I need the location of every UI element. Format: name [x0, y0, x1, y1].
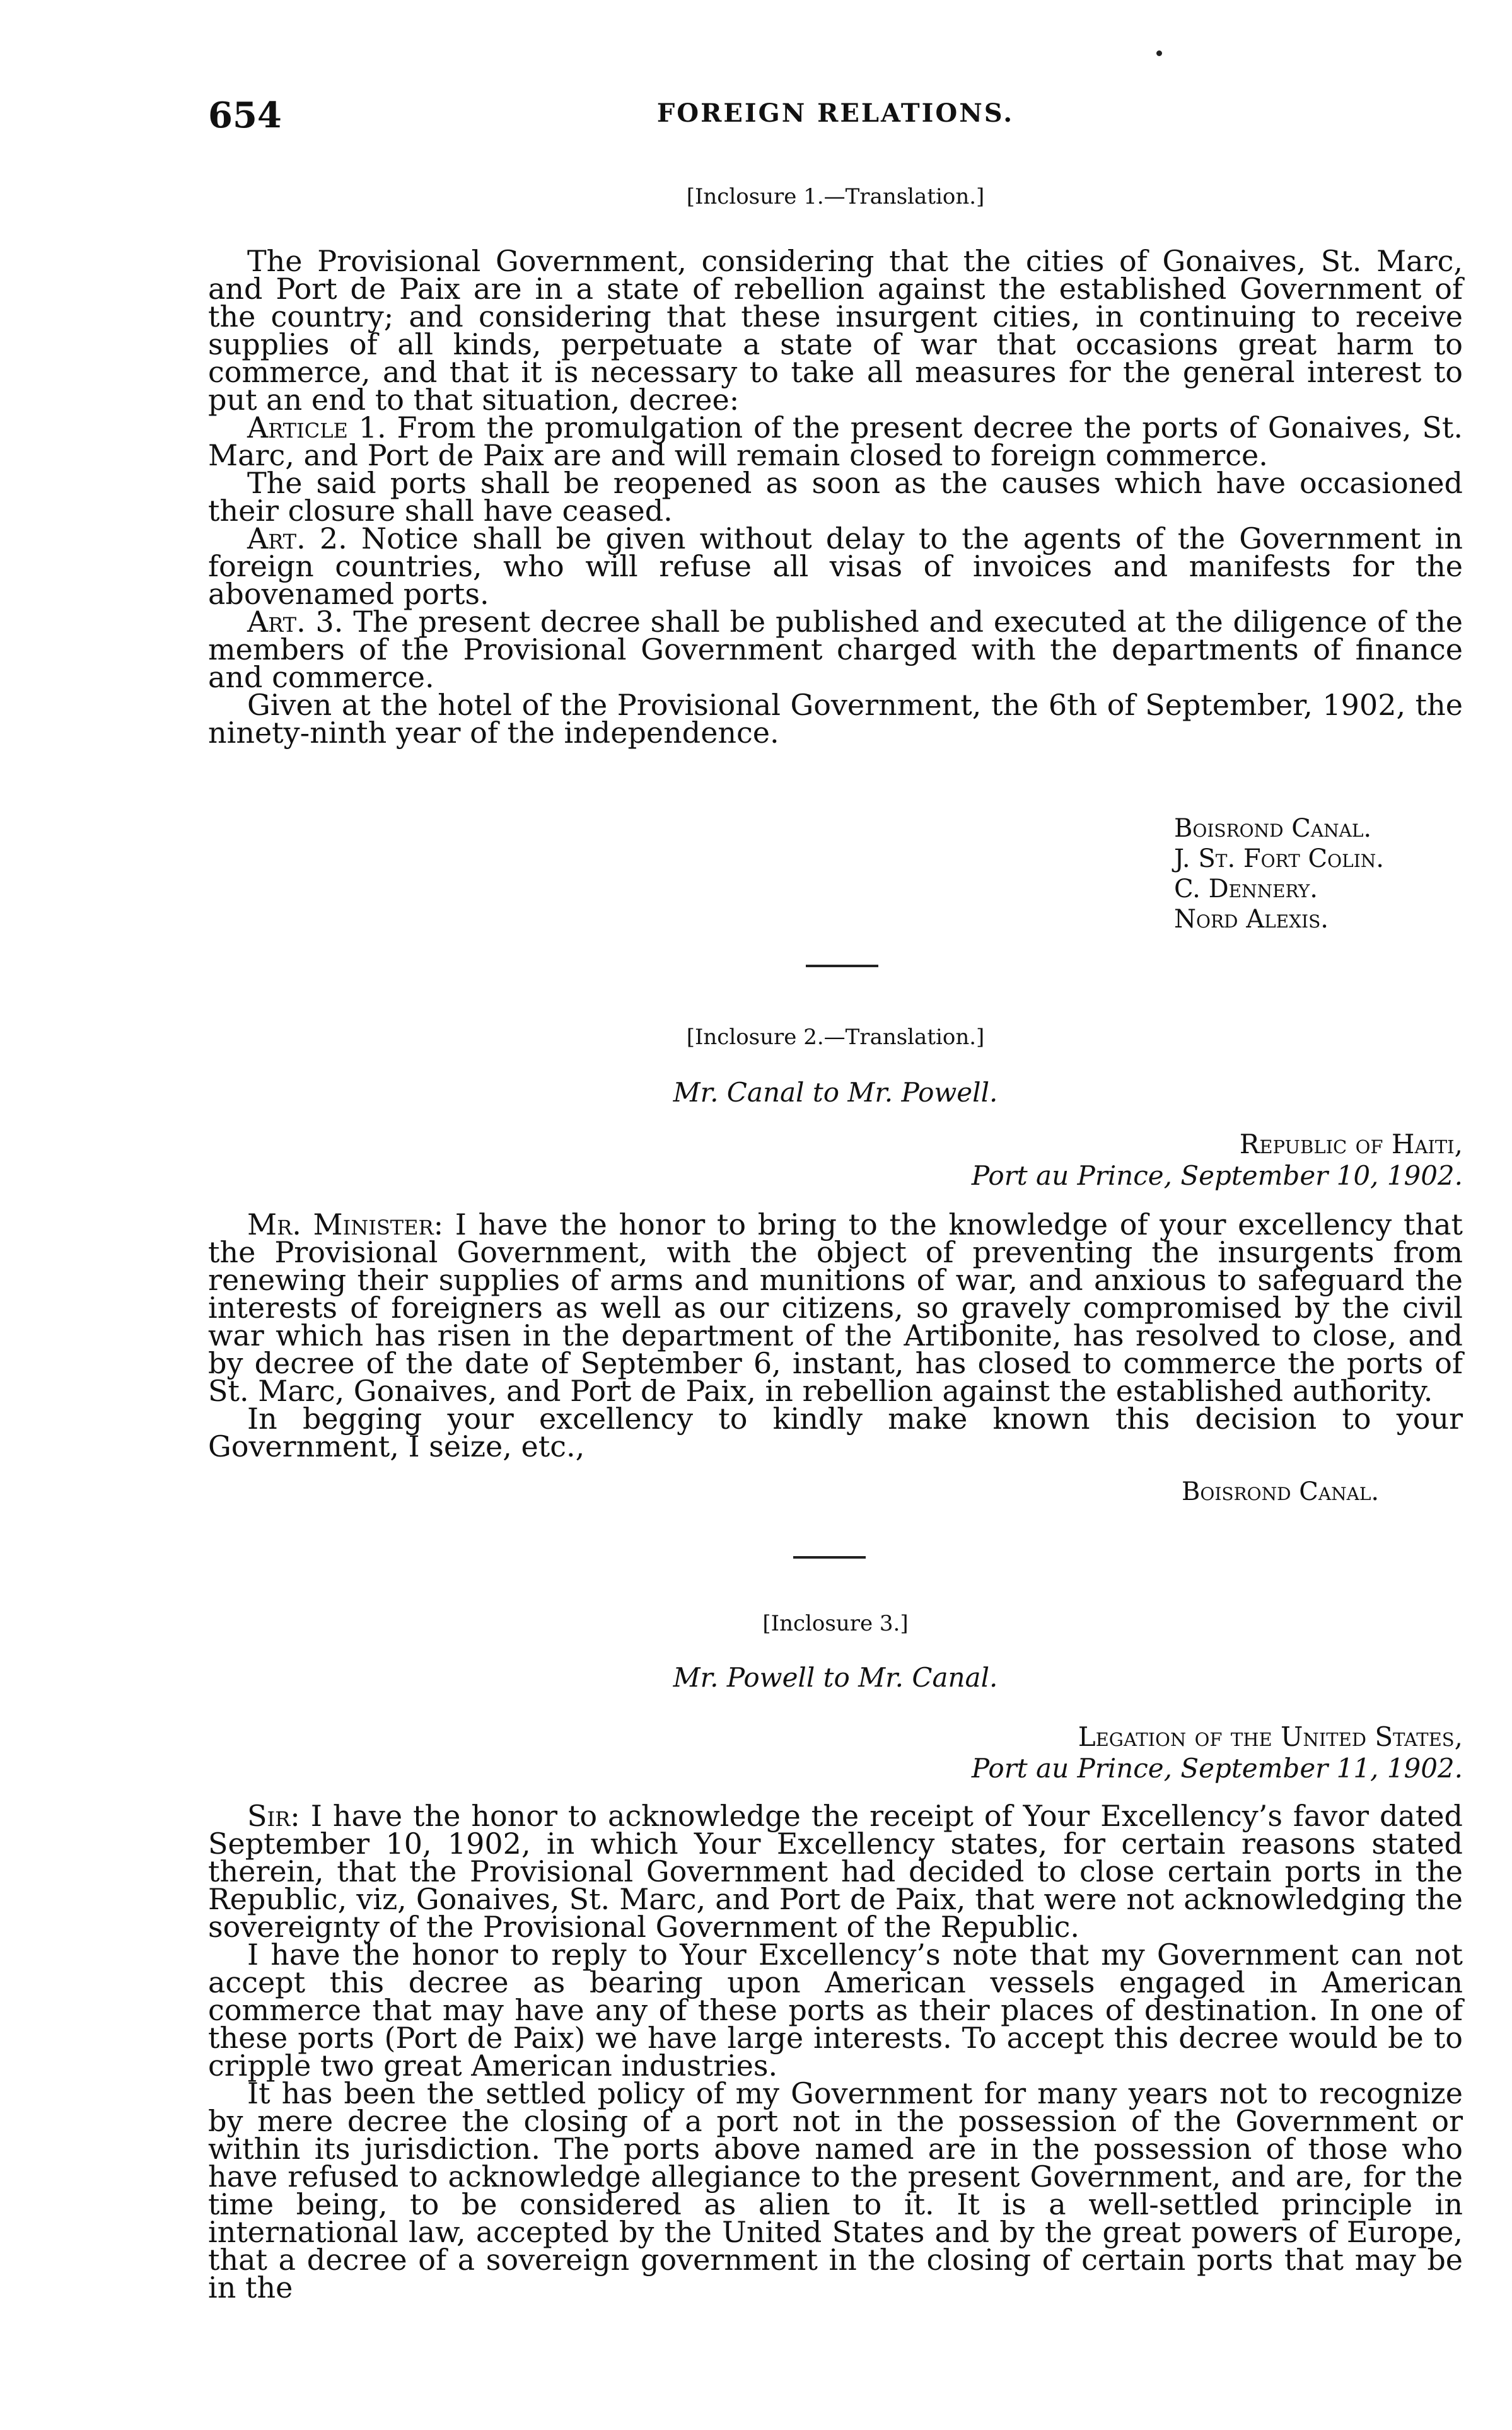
decree-article-1-continued: The said ports shall be reopened as soon as the causes which have occasioned their closure shall have ceased.: [208, 466, 1463, 528]
article-3-label: Art. 3.: [247, 605, 344, 639]
letter-body-2: I have the honor to reply to Your Excellency’s note that my Government can not accept this decree as bearing upon American vessels engaged in American commerce that may have any of these ports as their places of destination. In one of these ports (Port de Paix) we have large interests. To accept this decree would be to cripple two great American industries.: [208, 1938, 1463, 2083]
inclosure-3-title: Mr. Powell to Mr. Canal.: [673, 1662, 998, 1693]
decree-preamble: The Provisional Government, considering that the cities of Gonaives, St. Marc, and Port de Paix are in a state of rebellion against the established Government of the country; and considering that these insurgent cities, in continuing to receive supplies of all kinds, perpetuate a state of war that occasions great harm to commerce, and that it is necessary to take all measures for the general interest to put an end to that situation, decree:: [208, 244, 1463, 417]
inclosure-1-label: [Inclosure 1.—Translation.]: [686, 184, 985, 209]
decree-article-3: [208, 605, 1463, 694]
decree-article-1: [208, 410, 1463, 472]
decree-given: Given at the hotel of the Provisional Government, the 6th of September, 1902, the ninety-ninth year of the independence.: [208, 688, 1463, 750]
letter-dateline: Port au Prince, September 10, 1902.: [971, 1160, 1463, 1191]
signature-line: Nord Alexis.: [1174, 905, 1329, 934]
inclosure-3-heading-right: [972, 1721, 1463, 1784]
letter-salutation: Sir:: [247, 1799, 300, 1833]
inclosure-3-letter: [208, 1799, 1463, 2305]
letter-salutation: Mr. Minister:: [247, 1207, 444, 1241]
signature-line: Boisrond Canal.: [1174, 814, 1372, 843]
decree-article-2: [208, 521, 1463, 611]
article-2-text: Notice shall be given without delay to the agents of the Government in foreign countries, who will refuse all visas of invoices and manifests for the abovenamed ports.: [208, 521, 1463, 611]
letter-dateline: Port au Prince, September 11, 1902.: [971, 1753, 1463, 1784]
letter-body-1: [208, 1207, 1463, 1408]
inclosure-2-signature: Boisrond Canal.: [1182, 1477, 1380, 1506]
inclosure-2-label: [Inclosure 2.—Translation.]: [686, 1025, 985, 1050]
section-divider: [806, 965, 878, 967]
article-1-label: Article 1.: [247, 410, 387, 445]
inclosure-2-letter: [208, 1207, 1463, 1463]
letter-body-1-text: I have the honor to acknowledge the receipt of Your Excellency’s favor dated September 10, 1902, in which Your Excellency states, for certain reasons stated therein, that the Provisional Government had decided to close certain ports in the Republic, viz, Gonaives, St. Marc, and Port de Paix, that were not acknowledging the sovereignty of the Provisional Government of the Republic.: [208, 1799, 1463, 1944]
signature-line: J. St. Fort Colin.: [1174, 844, 1384, 873]
letter-body-3: It has been the settled policy of my Government for many years not to recognize by mere decree the closing of a port not in the possession of the Government or within its jurisdiction. The ports above named are in the possession of those who have refused to acknowledge allegiance to the present Government, and are, for the time being, to be considered as alien to it. It is a well-settled principle in international law, accepted by the United States and by the great powers of Europe, that a decree of a sovereign government in the closing of certain ports that may be in the: [208, 2076, 1463, 2305]
letter-body-1-text: I have the honor to bring to the knowledge of your excellency that the Provisional Government, with the object of preventing the insurgents from renewing their supplies of arms and munitions of war, and anxious to safeguard the interests of foreigners as well as our citizens, so gravely compromised by the civil war which has risen in the department of the Artibonite, has resolved to close, and by decree of the date of September 6, instant, has closed to commerce the ports of St. Marc, Gonaives, and Port de Paix, in rebellion against the established authority.: [208, 1207, 1463, 1408]
inclosure-3-label: [Inclosure 3.]: [762, 1611, 909, 1636]
page-header: [208, 95, 1463, 145]
article-1-text: From the promulgation of the present decree the ports of Gonaives, St. Marc, and Port de Paix are and will remain closed to foreign commerce.: [208, 410, 1463, 472]
letter-place: Legation of the United States,: [1078, 1721, 1463, 1752]
section-divider: [793, 1556, 866, 1559]
page-number: 654: [208, 95, 282, 136]
inclosure-1-decree: [208, 244, 1463, 750]
letter-body-1: [208, 1799, 1463, 1944]
decree-signatures: [1174, 813, 1384, 934]
signature-line: C. Dennery.: [1174, 875, 1318, 904]
inclosure-2-heading-right: [972, 1129, 1463, 1192]
inclosure-2-title: Mr. Canal to Mr. Powell.: [673, 1077, 998, 1108]
article-3-text: The present decree shall be published and executed at the diligence of the members of the Provisional Government charged with the departments of finance and commerce.: [208, 605, 1463, 694]
letter-body-2: In begging your excellency to kindly make known this decision to your Government, I seize, etc.,: [208, 1402, 1463, 1463]
letter-place: Republic of Haiti,: [1239, 1129, 1463, 1160]
running-head: FOREIGN RELATIONS.: [656, 98, 1015, 128]
article-2-label: Art. 2.: [247, 521, 347, 555]
speck-mark: [1156, 50, 1162, 56]
